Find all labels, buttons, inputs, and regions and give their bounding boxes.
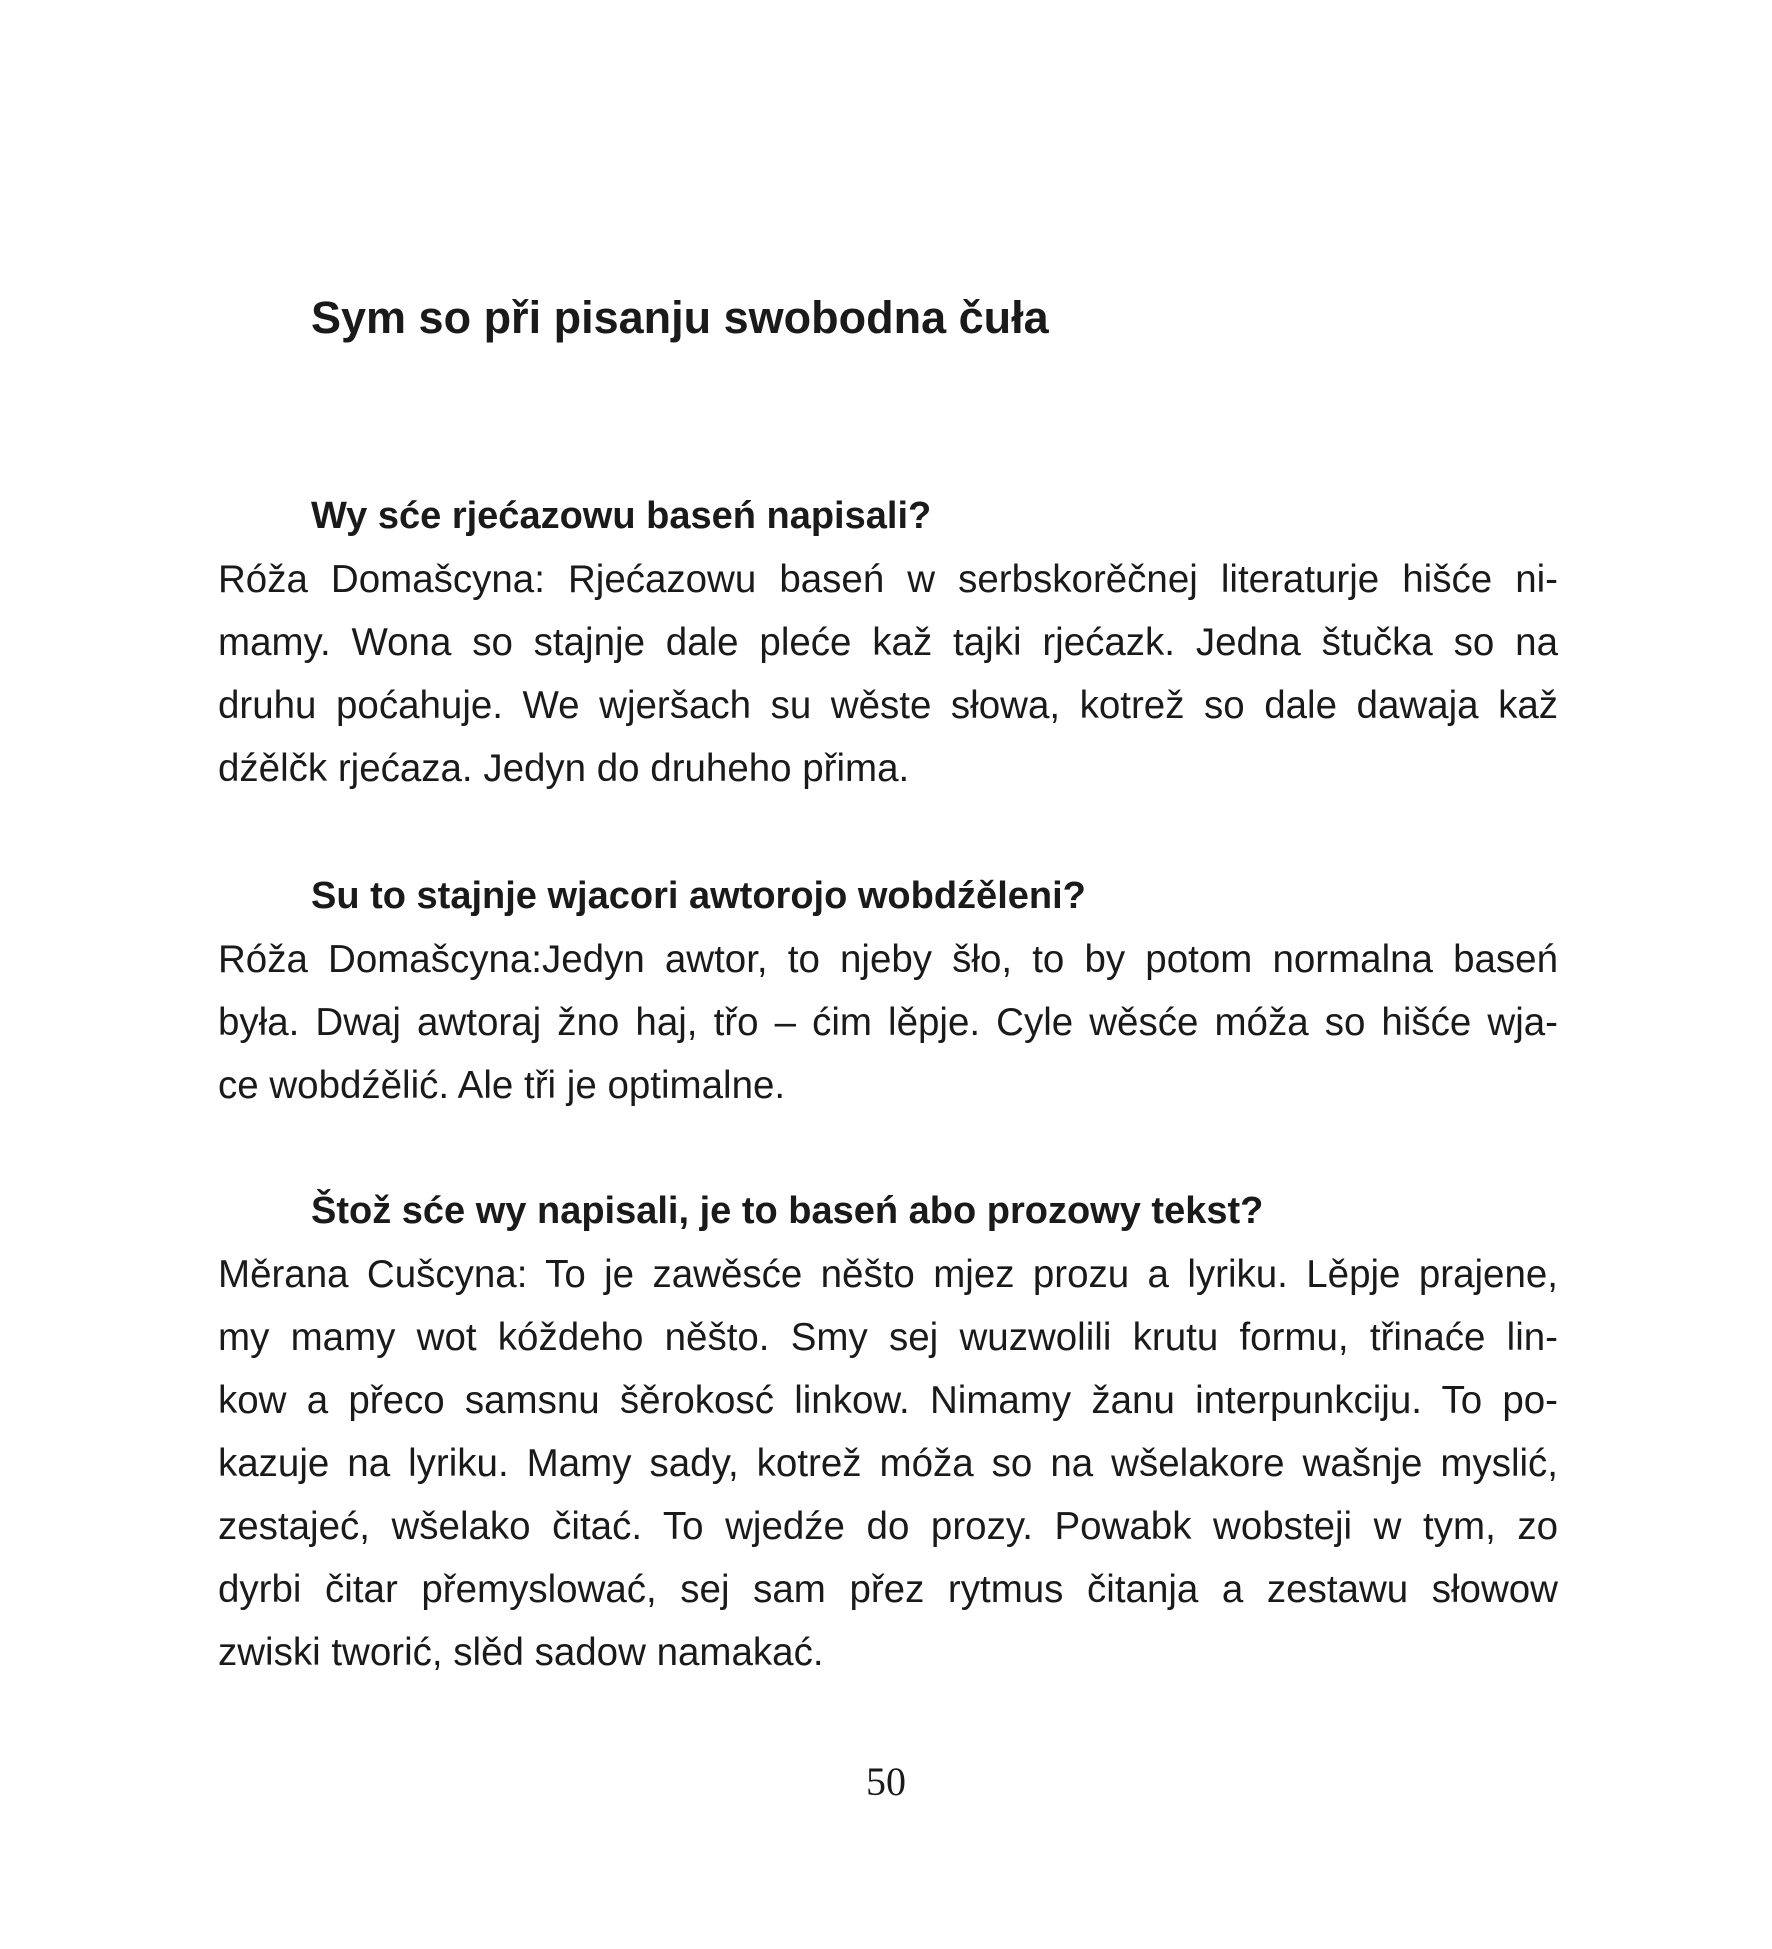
answer-2-line-2: była. Dwaj awtoraj žno haj, třo – ćim lěpje. Cyle wěsće móža so hišće wja-: [218, 1001, 1558, 1044]
answer-3-line-3: kow a přeco samsnu šěrokosć linkow. Nimamy žanu interpunkciju. To po-: [218, 1379, 1558, 1422]
interview-section-2: [218, 865, 1558, 1117]
answer-1-line-1: [218, 548, 1558, 611]
answer-2: [218, 928, 1558, 1117]
answer-3-line-4: kazuje na lyriku. Mamy sady, kotrež móža so na wšelakore wašnje myslić,: [218, 1442, 1558, 1485]
speaker-name: Měrana Cušcyna:: [218, 1253, 528, 1296]
speaker-name: Róža Domašcyna:: [218, 938, 542, 981]
answer-1-line-4: dźělčk rjećaza. Jedyn do druheho přima.: [218, 747, 910, 790]
answer-3-line-5: zestajeć, wšelako čitać. To wjedźe do prozy. Powabk wobsteji w tym, zo: [218, 1505, 1558, 1548]
answer-text: To je zawěsće něšto mjez prozu a lyriku. Lěpje prajene,: [545, 1253, 1558, 1296]
answer-3: [218, 1243, 1558, 1684]
answer-text: Rjećazowu baseń w serbskorěčnej literaturje hišće ni-: [567, 558, 1558, 601]
answer-3-line-2: my mamy wot kóždeho něšto. Smy sej wuzwolili krutu formu, třinaće lin-: [218, 1316, 1558, 1359]
answer-text: Jedyn awtor, to njeby šło, to by potom normalna baseń: [542, 938, 1558, 981]
answer-3-line-1: [218, 1243, 1558, 1306]
page-number: 50: [866, 1759, 906, 1804]
answer-3-line-7: zwiski tworić, slěd sadow namakać.: [218, 1631, 824, 1674]
speaker-name: Róža Domašcyna:: [218, 558, 545, 601]
interview-section-3: [218, 1180, 1558, 1684]
answer-2-line-3: ce wobdźělić. Ale tři je optimalne.: [218, 1064, 786, 1107]
answer-1: [218, 548, 1558, 800]
interview-section-1: [218, 485, 1558, 800]
answer-1-line-2: mamy. Wona so stajnje dale pleće kaž tajki rjećazk. Jedna štučka so na: [218, 621, 1558, 664]
answer-2-line-1: [218, 928, 1558, 991]
answer-1-line-3: druhu poćahuje. We wjeršach su wěste słowa, kotrež so dale dawaja kaž: [218, 684, 1558, 727]
chapter-title: Sym so při pisanju swobodna čuła: [311, 292, 1049, 343]
question-2: Su to stajnje wjacori awtorojo wobdźěleni?: [311, 875, 1086, 917]
question-1: Wy sće rjećazowu baseń napisali?: [311, 495, 932, 537]
question-3: Štož sće wy napisali, je to baseń abo prozowy tekst?: [311, 1190, 1264, 1232]
answer-3-line-6: dyrbi čitar přemyslować, sej sam přez rytmus čitanja a zestawu słowow: [218, 1568, 1558, 1611]
